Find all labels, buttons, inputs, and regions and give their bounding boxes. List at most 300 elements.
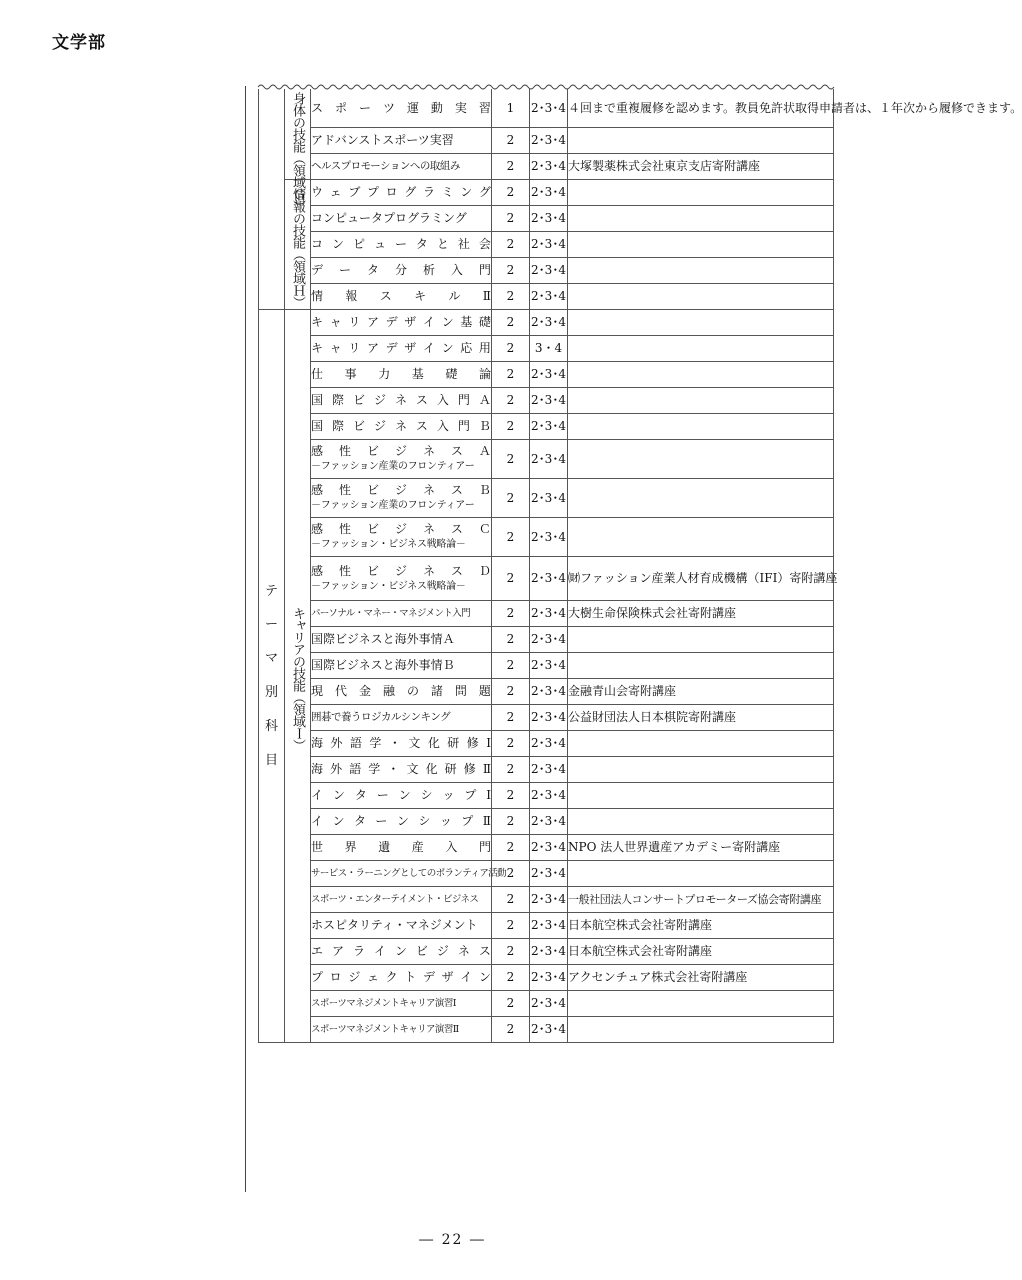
note-cell xyxy=(568,518,834,557)
credit-cell: 2 xyxy=(492,731,530,757)
course-name-char: ポ xyxy=(334,100,347,115)
course-name-char: ブ xyxy=(348,185,361,199)
note-cell xyxy=(568,284,834,310)
course-name-char: プ xyxy=(461,814,474,828)
course-name-cell xyxy=(311,835,492,861)
note-text: ４回まで重複履修を認めます。教員免許状取得申請者は、１年次から履修できます。 xyxy=(568,100,1022,115)
category-label-char: 科 xyxy=(264,718,278,734)
course-name-char: ク xyxy=(385,970,398,984)
note-cell xyxy=(568,653,834,679)
course-name-char: Ⅱ xyxy=(482,762,491,776)
course-name-cell xyxy=(311,679,492,705)
course-name-char: 融 xyxy=(382,684,395,698)
note-cell xyxy=(568,128,834,154)
course-name-char: ジ xyxy=(394,522,407,537)
course-name-char: ン xyxy=(332,814,345,828)
year-cell: 2･3･4 xyxy=(530,89,568,128)
table-row xyxy=(259,1017,834,1043)
table-row xyxy=(259,89,834,128)
course-name-char: ス xyxy=(379,289,392,303)
table-row xyxy=(259,809,834,835)
course-name-char: 門 xyxy=(478,263,491,277)
course-name-char: 修 xyxy=(463,762,476,776)
course-name-cell xyxy=(311,258,492,284)
table-row xyxy=(259,518,834,557)
course-name-char: 性 xyxy=(338,483,351,498)
course-name xyxy=(311,444,491,459)
note-cell xyxy=(568,887,834,913)
course-name-char: Ａ xyxy=(478,444,491,459)
course-name-char: 感 xyxy=(311,522,324,537)
table-row xyxy=(259,679,834,705)
year-cell: 2･3･4 xyxy=(530,627,568,653)
course-name-char: ス xyxy=(450,444,463,459)
category-label-char: マ xyxy=(264,651,278,667)
note-cell xyxy=(568,180,834,206)
year-cell: 2･3･4 xyxy=(530,206,568,232)
credit-cell: 2 xyxy=(492,518,530,557)
course-name-char: 化 xyxy=(427,736,440,750)
course-name-char: キ xyxy=(311,315,324,329)
category-cell-blank xyxy=(259,89,285,310)
table-row xyxy=(259,154,834,180)
year-cell: 2･3･4 xyxy=(530,310,568,336)
course-name-char: 入 xyxy=(445,840,458,854)
course-name-char: 研 xyxy=(444,762,457,776)
course-name-char: シ xyxy=(418,814,431,828)
course-name-char: 際 xyxy=(331,393,344,407)
year-cell: 2･3･4 xyxy=(530,991,568,1017)
course-name-char: イ xyxy=(311,788,324,802)
course-name-cell xyxy=(311,89,492,128)
page-number: ― 22 ― xyxy=(419,1232,486,1248)
course-name xyxy=(311,419,491,434)
course-name-cell xyxy=(311,991,492,1017)
course-name-char: ビ xyxy=(366,522,379,537)
course-name xyxy=(311,944,491,959)
year-cell: 2･3･4 xyxy=(530,1017,568,1043)
note-text: 公益財団法人日本棋院寄附講座 xyxy=(568,710,737,724)
credit-cell: 2 xyxy=(492,627,530,653)
course-name-char: 海 xyxy=(311,736,324,750)
note-text: NPO 法人世界遺産アカデミー寄附講座 xyxy=(568,840,781,854)
course-name-char: プ xyxy=(366,185,379,199)
course-name-char: 代 xyxy=(334,684,347,698)
course-name-char: 感 xyxy=(311,444,324,459)
year-cell: 2･3･4 xyxy=(530,128,568,154)
table-row xyxy=(259,128,834,154)
course-name-char: 修 xyxy=(466,736,479,750)
course-name-char: 入 xyxy=(436,393,449,407)
table-row xyxy=(259,440,834,479)
table-row xyxy=(259,232,834,258)
table-row xyxy=(259,479,834,518)
year-cell: 2･3･4 xyxy=(530,388,568,414)
credit-cell: 2 xyxy=(492,440,530,479)
course-name xyxy=(311,185,491,200)
course-subtitle: －ファッション産業のフロンティアー xyxy=(311,461,475,473)
course-name-cell xyxy=(311,362,492,388)
course-name-cell xyxy=(311,939,492,965)
year-cell: 2･3･4 xyxy=(530,258,568,284)
course-name-char: ビ xyxy=(352,419,365,433)
course-name-char: 化 xyxy=(425,762,438,776)
year-cell: 2･3･4 xyxy=(530,180,568,206)
page-header-title: 文学部 xyxy=(52,33,106,53)
year-cell: 2･3･4 xyxy=(530,557,568,601)
course-name xyxy=(311,263,491,278)
course-name-char: 外 xyxy=(330,736,343,750)
course-name xyxy=(311,237,491,252)
course-name-char: ア xyxy=(366,315,379,329)
note-cell xyxy=(568,440,834,479)
year-cell: 2･3･4 xyxy=(530,679,568,705)
course-name-char: 諸 xyxy=(430,684,443,698)
course-name-char: ル xyxy=(448,289,461,303)
credit-cell: 2 xyxy=(492,388,530,414)
course-name-char: ー xyxy=(375,814,388,828)
year-cell: 2･3･4 xyxy=(530,731,568,757)
course-name-char: Ｂ xyxy=(478,483,491,498)
area-label-i: キャリアの技能（領域Ｉ） xyxy=(290,607,305,751)
table-row xyxy=(259,861,834,887)
table-row xyxy=(259,757,834,783)
note-cell xyxy=(568,154,834,180)
course-name xyxy=(311,315,491,330)
year-cell: 2･3･4 xyxy=(530,887,568,913)
course-name: コンピュータプログラミング xyxy=(311,211,467,225)
course-name-char: Ｄ xyxy=(478,563,491,578)
note-cell xyxy=(568,757,834,783)
course-name-char: ・ xyxy=(387,762,400,776)
course-name-char: ー xyxy=(376,788,389,802)
course-name-char: イ xyxy=(460,970,473,984)
course-table-body xyxy=(259,89,1022,1043)
credit-cell: 2 xyxy=(492,284,530,310)
note-cell xyxy=(568,89,1022,128)
year-cell: 2･3･4 xyxy=(530,284,568,310)
table-row xyxy=(259,362,834,388)
course-name-char: ト xyxy=(404,970,417,984)
course-name-char: 国 xyxy=(311,393,324,407)
course-name xyxy=(311,840,491,855)
note-cell xyxy=(568,861,834,887)
course-name-char: 研 xyxy=(447,736,460,750)
year-cell: 2･3･4 xyxy=(530,705,568,731)
course-name-cell xyxy=(311,414,492,440)
area-cell-g xyxy=(285,89,311,212)
course-name: アドバンストスポーツ実習 xyxy=(311,133,454,147)
course-name-char: 基 xyxy=(411,367,424,381)
course-name-char: ネ xyxy=(394,419,407,433)
year-cell: 2･3･4 xyxy=(530,783,568,809)
course-name-char: 界 xyxy=(344,840,357,854)
credit-cell: 2 xyxy=(492,557,530,601)
course-name-cell xyxy=(311,887,492,913)
course-name-char: ・ xyxy=(388,736,401,750)
table-row xyxy=(259,180,834,206)
note-cell xyxy=(568,991,834,1017)
course-name-char: ン xyxy=(394,944,407,958)
course-name-char: 遺 xyxy=(378,840,391,854)
course-name-char: デ xyxy=(385,341,398,355)
course-name-char: 感 xyxy=(311,483,324,498)
note-text: アクセンチュア株式会社寄附講座 xyxy=(568,970,748,984)
course-name xyxy=(311,564,491,579)
course-name-char: ピ xyxy=(352,237,365,251)
course-name-char: 門 xyxy=(457,393,470,407)
note-cell xyxy=(568,627,834,653)
course-name-char: ネ xyxy=(422,444,435,459)
credit-cell: 2 xyxy=(492,913,530,939)
course-name-char: ス xyxy=(450,522,463,537)
course-name-char: ロ xyxy=(385,185,398,199)
note-cell xyxy=(568,258,834,284)
course-name: パーソナル・マネー・マネジメント入門 xyxy=(311,607,471,619)
table-row xyxy=(259,939,834,965)
credit-cell: 1 xyxy=(492,89,530,128)
course-name-char: 社 xyxy=(457,237,470,251)
area-cell-h xyxy=(285,180,311,310)
course-name-char: 語 xyxy=(349,736,362,750)
note-cell xyxy=(568,1017,834,1043)
credit-cell: 2 xyxy=(492,653,530,679)
course-name-char: デ xyxy=(385,315,398,329)
credit-cell: 2 xyxy=(492,679,530,705)
table-row xyxy=(259,965,834,991)
course-name-char: 産 xyxy=(411,840,424,854)
course-name-char: キ xyxy=(414,289,427,303)
year-cell: 3・4 xyxy=(530,336,568,362)
course-name-char: ラ xyxy=(352,944,365,958)
category-label-char: ー xyxy=(264,617,278,633)
course-name-char: ア xyxy=(366,341,379,355)
year-cell: 2･3･4 xyxy=(530,809,568,835)
course-name-char: 力 xyxy=(378,367,391,381)
category-cell xyxy=(259,310,285,1043)
credit-cell: 2 xyxy=(492,232,530,258)
course-name-char: 学 xyxy=(368,762,381,776)
course-name-char: 動 xyxy=(430,100,443,115)
course-name-char: ン xyxy=(398,788,411,802)
course-name-char: ス xyxy=(478,944,491,958)
course-name-char: ェ xyxy=(329,185,342,199)
note-cell xyxy=(568,336,834,362)
table-row xyxy=(259,557,834,601)
course-subtitle: －ファッション・ビジネス戦略論－ xyxy=(311,580,466,592)
course-name: スポーツマネジメントキャリア演習Ⅰ xyxy=(311,997,456,1009)
course-name-cell xyxy=(311,705,492,731)
course-name-char: ラ xyxy=(422,185,435,199)
credit-cell: 2 xyxy=(492,310,530,336)
course-name-char: 際 xyxy=(331,419,344,433)
table-row xyxy=(259,783,834,809)
course-name-char: 会 xyxy=(478,237,491,251)
credit-cell: 2 xyxy=(492,414,530,440)
note-cell xyxy=(568,679,834,705)
table-row xyxy=(259,414,834,440)
course-name-char: 感 xyxy=(311,563,324,578)
year-cell: 2･3･4 xyxy=(530,232,568,258)
course-name: 国際ビジネスと海外事情Ｂ xyxy=(311,658,455,672)
year-cell: 2･3･4 xyxy=(530,414,568,440)
credit-cell: 2 xyxy=(492,336,530,362)
course-name-char: ン xyxy=(460,185,473,199)
course-name-char: プ xyxy=(464,788,477,802)
year-cell: 2･3･4 xyxy=(530,479,568,518)
table-row xyxy=(259,731,834,757)
course-name-char: ミ xyxy=(441,185,454,199)
year-cell: 2･3･4 xyxy=(530,362,568,388)
year-cell: 2･3･4 xyxy=(530,835,568,861)
course-name-char: ン xyxy=(441,315,454,329)
course-name-char: ン xyxy=(441,341,454,355)
course-name-char: ャ xyxy=(329,341,342,355)
course-name xyxy=(311,289,491,304)
course-name-char: ツ xyxy=(382,100,395,115)
course-name-char: ザ xyxy=(404,341,417,355)
course-name-char: ジ xyxy=(348,970,361,984)
course-name: ヘルスプロモーションへの取組み xyxy=(311,159,460,172)
course-name-cell xyxy=(311,284,492,310)
course-name-char: ン xyxy=(332,788,345,802)
course-name-char: 学 xyxy=(369,736,382,750)
course-name-char: ネ xyxy=(422,483,435,498)
course-name-char: 論 xyxy=(478,367,491,381)
course-name-char: 分 xyxy=(394,263,407,277)
course-name-char: 用 xyxy=(478,341,491,355)
course-name-char: イ xyxy=(311,814,324,828)
year-cell: 2･3･4 xyxy=(530,154,568,180)
course-name-char: コ xyxy=(311,237,324,251)
course-name-char: ジ xyxy=(394,444,407,459)
course-name-char: ロ xyxy=(329,970,342,984)
course-name-char: ネ xyxy=(422,522,435,537)
course-name: スポーツマネジメントキャリア演習Ⅱ xyxy=(311,1023,459,1035)
table-row xyxy=(259,991,834,1017)
course-name-char: 情 xyxy=(311,289,324,303)
course-name-char: ザ xyxy=(404,315,417,329)
course-name-cell xyxy=(311,557,492,601)
course-name-char: 門 xyxy=(478,840,491,854)
credit-cell: 2 xyxy=(492,783,530,809)
course-name-char: Ⅱ xyxy=(482,814,491,828)
course-name-cell xyxy=(311,440,492,479)
note-cell xyxy=(568,479,834,518)
course-subtitle: －ファッション・ビジネス戦略論－ xyxy=(311,539,466,551)
course-name xyxy=(311,736,491,751)
course-name-char: ジ xyxy=(394,563,407,578)
course-name-char: 性 xyxy=(338,522,351,537)
course-name-char: タ xyxy=(366,263,379,277)
table-row xyxy=(259,336,834,362)
note-cell xyxy=(568,731,834,757)
course-name-char: 語 xyxy=(349,762,362,776)
year-cell: 2･3･4 xyxy=(530,939,568,965)
credit-cell: 2 xyxy=(492,939,530,965)
credit-cell: 2 xyxy=(492,479,530,518)
course-name-char: 礎 xyxy=(445,367,458,381)
course-name-char: ン xyxy=(331,237,344,251)
course-name-char: 報 xyxy=(345,289,358,303)
course-name-char: 基 xyxy=(460,315,473,329)
course-name-char: 外 xyxy=(330,762,343,776)
credit-cell: 2 xyxy=(492,861,530,887)
note-cell xyxy=(568,783,834,809)
note-cell xyxy=(568,965,834,991)
category-label-char: 別 xyxy=(264,685,278,700)
course-table xyxy=(258,89,1022,1043)
course-name-char: ジ xyxy=(436,944,449,958)
area-label-h: 情報の技能（領域Ｈ） xyxy=(290,187,305,308)
table-row xyxy=(259,887,834,913)
credit-cell: 2 xyxy=(492,258,530,284)
course-name-char: ビ xyxy=(352,393,365,407)
credit-cell: 2 xyxy=(492,809,530,835)
category-label xyxy=(265,575,278,778)
course-name-char: Ａ xyxy=(478,393,491,407)
course-name-char: デ xyxy=(311,263,324,277)
area-cell-i xyxy=(285,310,311,1043)
course-name xyxy=(311,762,491,777)
course-name-char: 海 xyxy=(311,762,324,776)
year-cell: 2･3･4 xyxy=(530,913,568,939)
course-name-char: 世 xyxy=(311,840,324,854)
note-text: 日本航空株式会社寄附講座 xyxy=(568,918,713,932)
course-name xyxy=(311,341,491,356)
note-cell xyxy=(568,809,834,835)
table-row xyxy=(259,601,834,627)
course-name-char: 門 xyxy=(457,419,470,433)
course-name-char: ア xyxy=(331,944,344,958)
course-name-char: イ xyxy=(422,315,435,329)
course-name-cell xyxy=(311,809,492,835)
course-name: サービス・ラーニングとしてのボランティア活動 xyxy=(311,867,507,879)
course-name-char: プ xyxy=(311,970,324,984)
course-name-char: リ xyxy=(348,341,361,355)
course-name-char: エ xyxy=(311,944,324,958)
year-cell: 2･3･4 xyxy=(530,757,568,783)
course-name-char: イ xyxy=(373,944,386,958)
course-name xyxy=(311,788,491,803)
course-name-cell xyxy=(311,128,492,154)
table-row xyxy=(259,388,834,414)
course-name-char: ェ xyxy=(366,970,379,984)
credit-cell: 2 xyxy=(492,1017,530,1043)
course-name-cell xyxy=(311,154,492,180)
table-row xyxy=(259,653,834,679)
credit-cell: 2 xyxy=(492,887,530,913)
course-name-char: ス xyxy=(415,393,428,407)
course-name-char: 実 xyxy=(454,100,467,115)
course-name-char: 入 xyxy=(450,263,463,277)
course-name-cell xyxy=(311,479,492,518)
course-name-char: イ xyxy=(422,341,435,355)
course-name xyxy=(311,101,491,116)
year-cell: 2･3･4 xyxy=(530,518,568,557)
course-name-char: ネ xyxy=(394,393,407,407)
credit-cell: 2 xyxy=(492,362,530,388)
course-name-cell xyxy=(311,757,492,783)
credit-cell: 2 xyxy=(492,206,530,232)
course-name-char: 析 xyxy=(422,263,435,277)
course-name-char: デ xyxy=(422,970,435,984)
course-name-char: 文 xyxy=(408,736,421,750)
course-name-cell xyxy=(311,232,492,258)
credit-cell: 2 xyxy=(492,180,530,206)
category-label-char: 目 xyxy=(264,752,278,768)
course-subtitle: －ファッション産業のフロンティアー xyxy=(311,500,475,512)
